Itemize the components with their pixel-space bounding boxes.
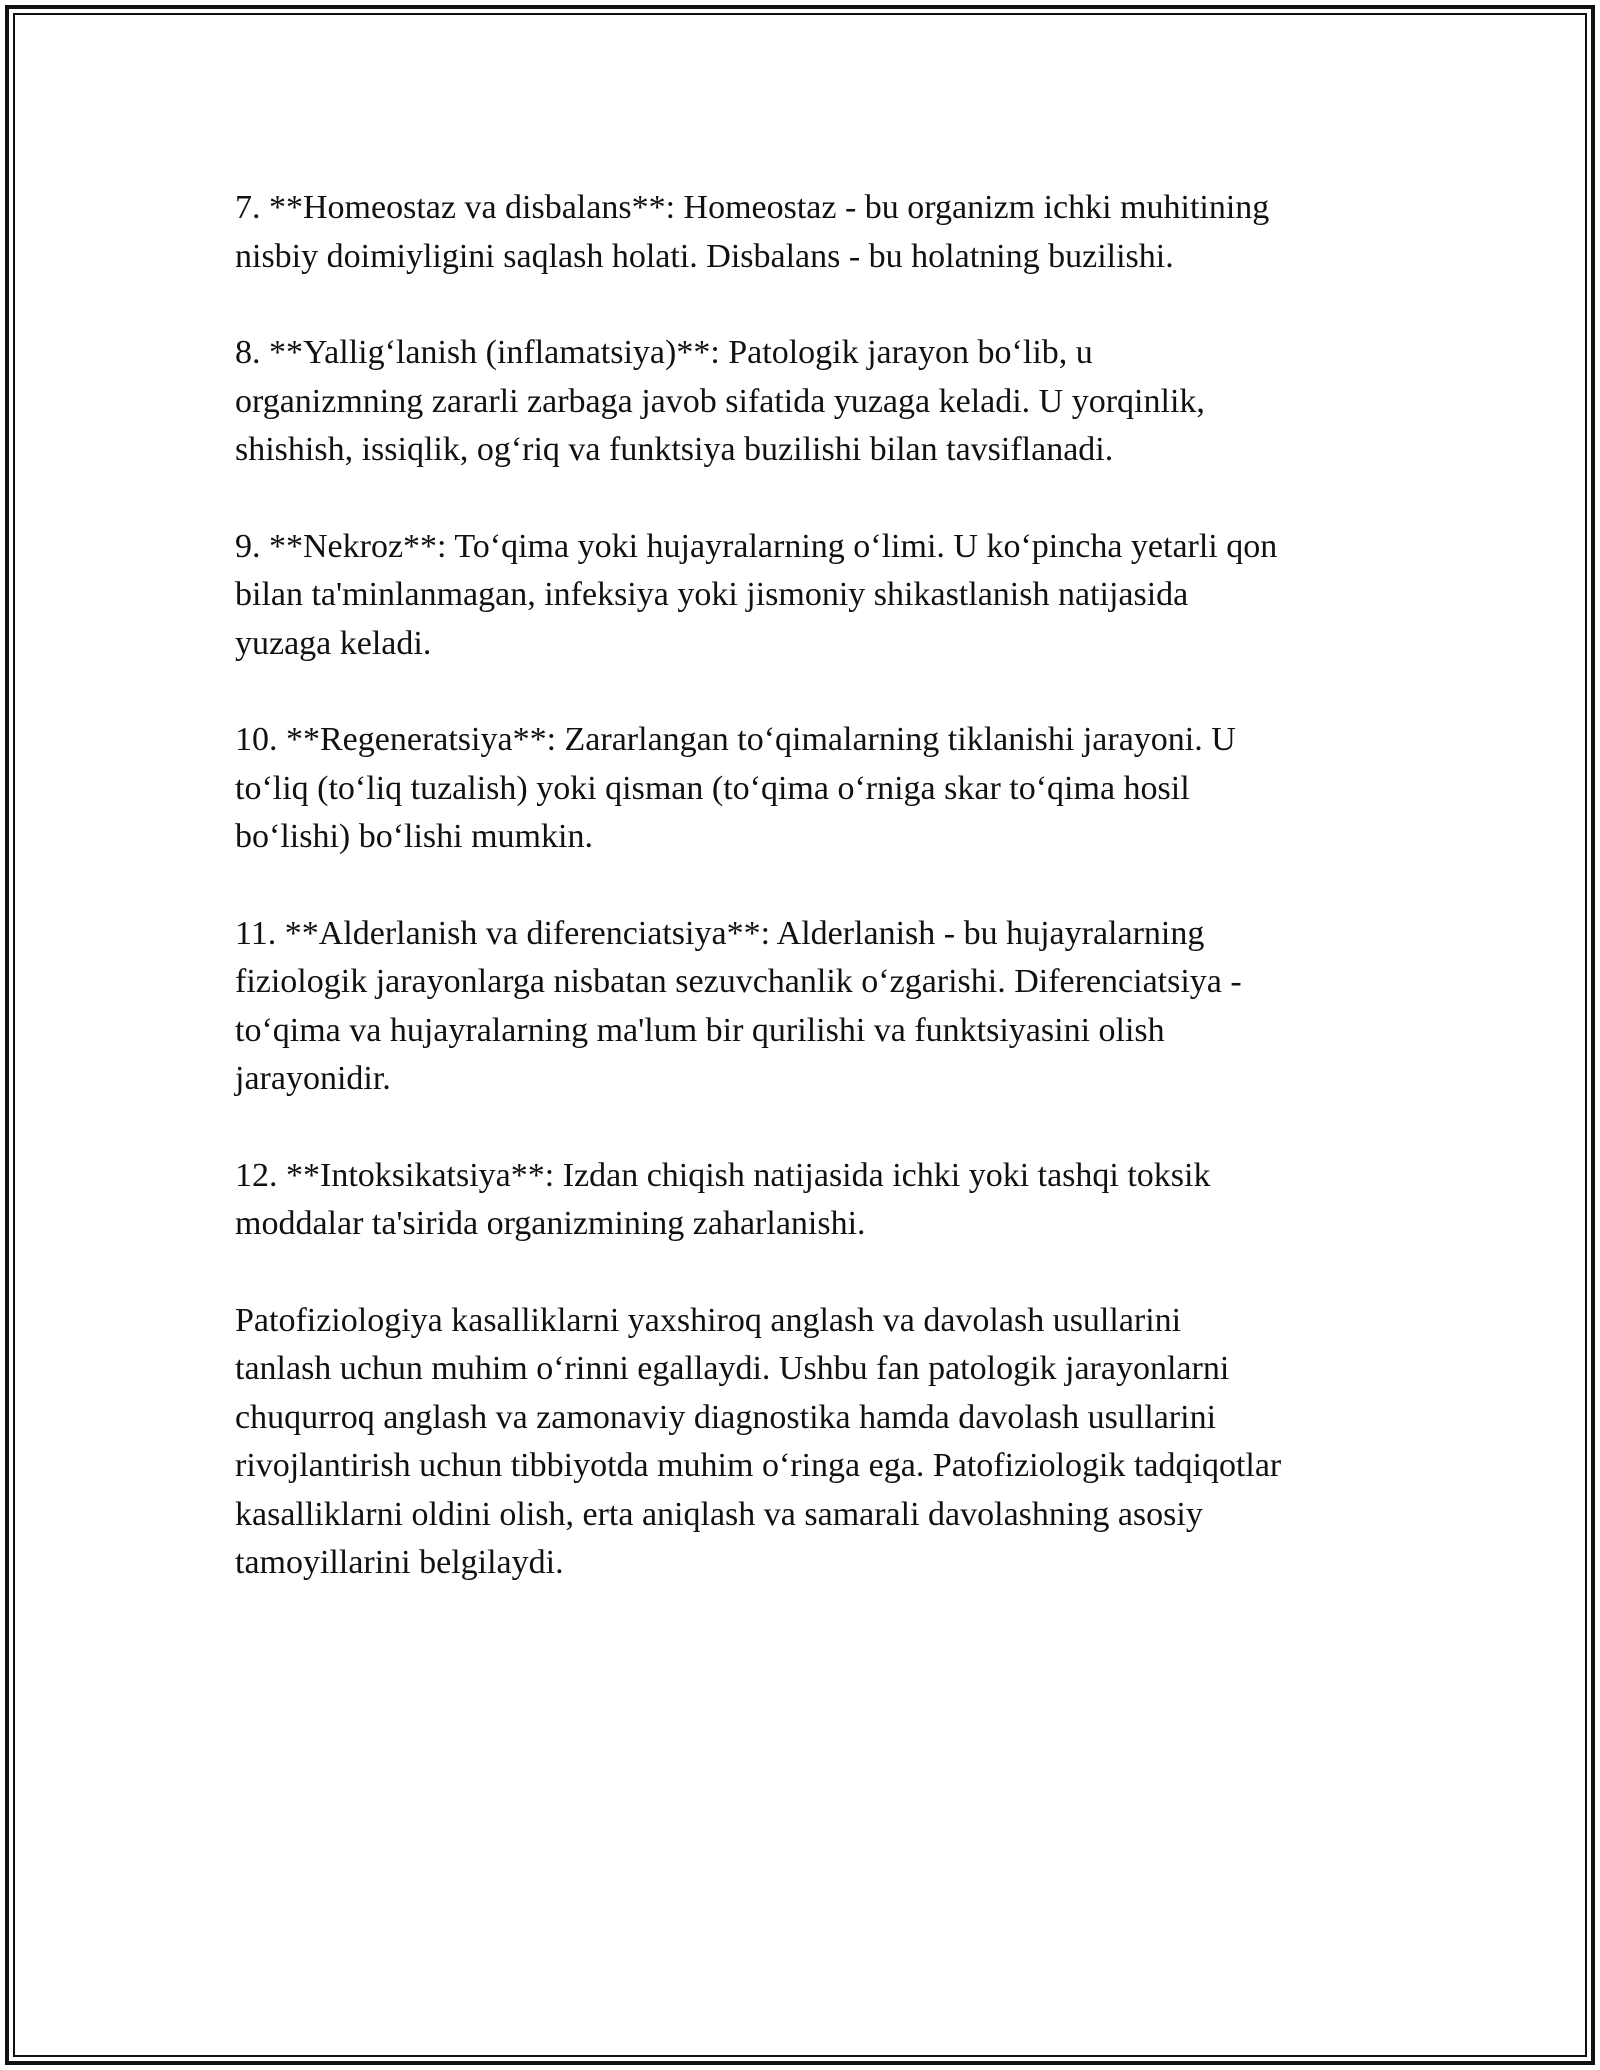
paragraph-conclusion: Patofiziologiya kasalliklarni yaxshiroq anglash va davolash usullarini tanlash uchun muhim o‘rinni egallaydi. Ushbu fan patologik jarayonlarni chuqurroq anglash va zamonaviy diagnostika hamda davolash usullarini rivojlantirish uchun tibbiyotda muhim o‘ringa ega. Patofiziologik tadqiqotlar kasalliklarni oldini olish, erta aniqlash va samarali davolashning asosiy tamoyillarini belgilaydi. <box>235 1301 1282 1581</box>
paragraph-differentiation: 11. **Alderlanish va diferenciatsiya**: Alderlanish - bu hujayralarning fiziologik jarayonlarga nisbatan sezuvchanlik o‘zgarishi. Diferenciatsiya - to‘qima va hujayralarning ma'lum bir qurilishi va funktsiyasini olish jarayonidir. <box>235 914 1242 1097</box>
paragraph-homeostasis: 7. **Homeostaz va disbalans**: Homeostaz - bu organizm ichki muhitining nisbiy doimiyligini saqlash holati. Disbalans - bu holatning buzilishi. <box>235 189 1270 275</box>
document-body <box>235 184 1375 1636</box>
paragraph-regeneration: 10. **Regeneratsiya**: Zararlangan to‘qimalarning tiklanishi jarayoni. U to‘liq (to‘liq tuzalish) yoki qisman (to‘qima o‘rniga skar to‘qima hosil bo‘lishi) bo‘lishi mumkin. <box>235 721 1236 855</box>
paragraph-necrosis: 9. **Nekroz**: To‘qima yoki hujayralarning o‘limi. U ko‘pincha yetarli qon bilan ta'minlanmagan, infeksiya yoki jismoniy shikastlanish natijasida yuzaga keladi. <box>235 527 1278 662</box>
paragraph-intoxication: 12. **Intoksikatsiya**: Izdan chiqish natijasida ichki yoki tashqi toksik moddalar ta'sirida organizmining zaharlanishi. <box>235 1156 1211 1242</box>
paragraph-inflammation: 8. **Yallig‘lanish (inflamatsiya)**: Patologik jarayon bo‘lib, u organizmning zararli zarbaga javob sifatida yuzaga keladi. U yorqinlik, shishish, issiqlik, og‘riq va funktsiya buzilishi bilan tavsiflanadi. <box>235 334 1205 468</box>
